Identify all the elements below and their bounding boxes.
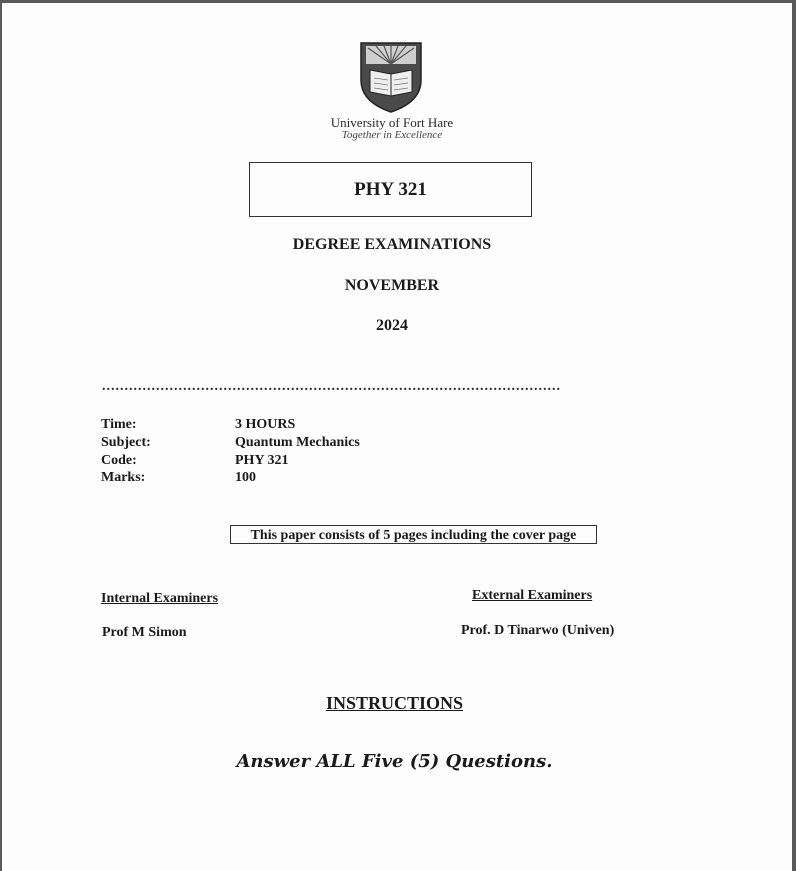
detail-value-marks: 100 (235, 470, 256, 485)
detail-label-time: Time: (101, 417, 137, 432)
detail-label-subject: Subject: (101, 435, 151, 450)
university-name: University of Fort Hare (330, 115, 454, 130)
university-crest-icon (358, 40, 424, 114)
exam-year: 2024 (376, 317, 408, 334)
internal-examiners-heading: Internal Examiners (101, 591, 219, 606)
detail-value-time: 3 HOURS (235, 417, 296, 432)
external-examiner-name: Prof. D Tinarwo (Univen) (461, 623, 615, 638)
instructions-text: Answer ALL Five (5) Questions. (236, 751, 553, 772)
university-motto: Together in Excellence (341, 129, 443, 141)
exam-type: DEGREE EXAMINATIONS (292, 236, 492, 253)
detail-value-subject: Quantum Mechanics (235, 435, 360, 450)
detail-label-code: Code: (101, 453, 137, 468)
course-code: PHY 321 (354, 178, 427, 200)
exam-cover-page (2, 3, 792, 871)
instructions-heading: INSTRUCTIONS (325, 693, 464, 713)
dotted-separator: ...................................................................................................... (102, 379, 561, 393)
external-examiners-heading: External Examiners (472, 588, 593, 603)
course-code-box (249, 162, 532, 217)
internal-examiner-name: Prof M Simon (102, 625, 187, 640)
detail-label-marks: Marks: (101, 470, 146, 485)
exam-month: NOVEMBER (344, 277, 440, 294)
page-count-note: This paper consists of 5 pages including the cover page (230, 525, 597, 544)
detail-value-code: PHY 321 (235, 453, 289, 468)
